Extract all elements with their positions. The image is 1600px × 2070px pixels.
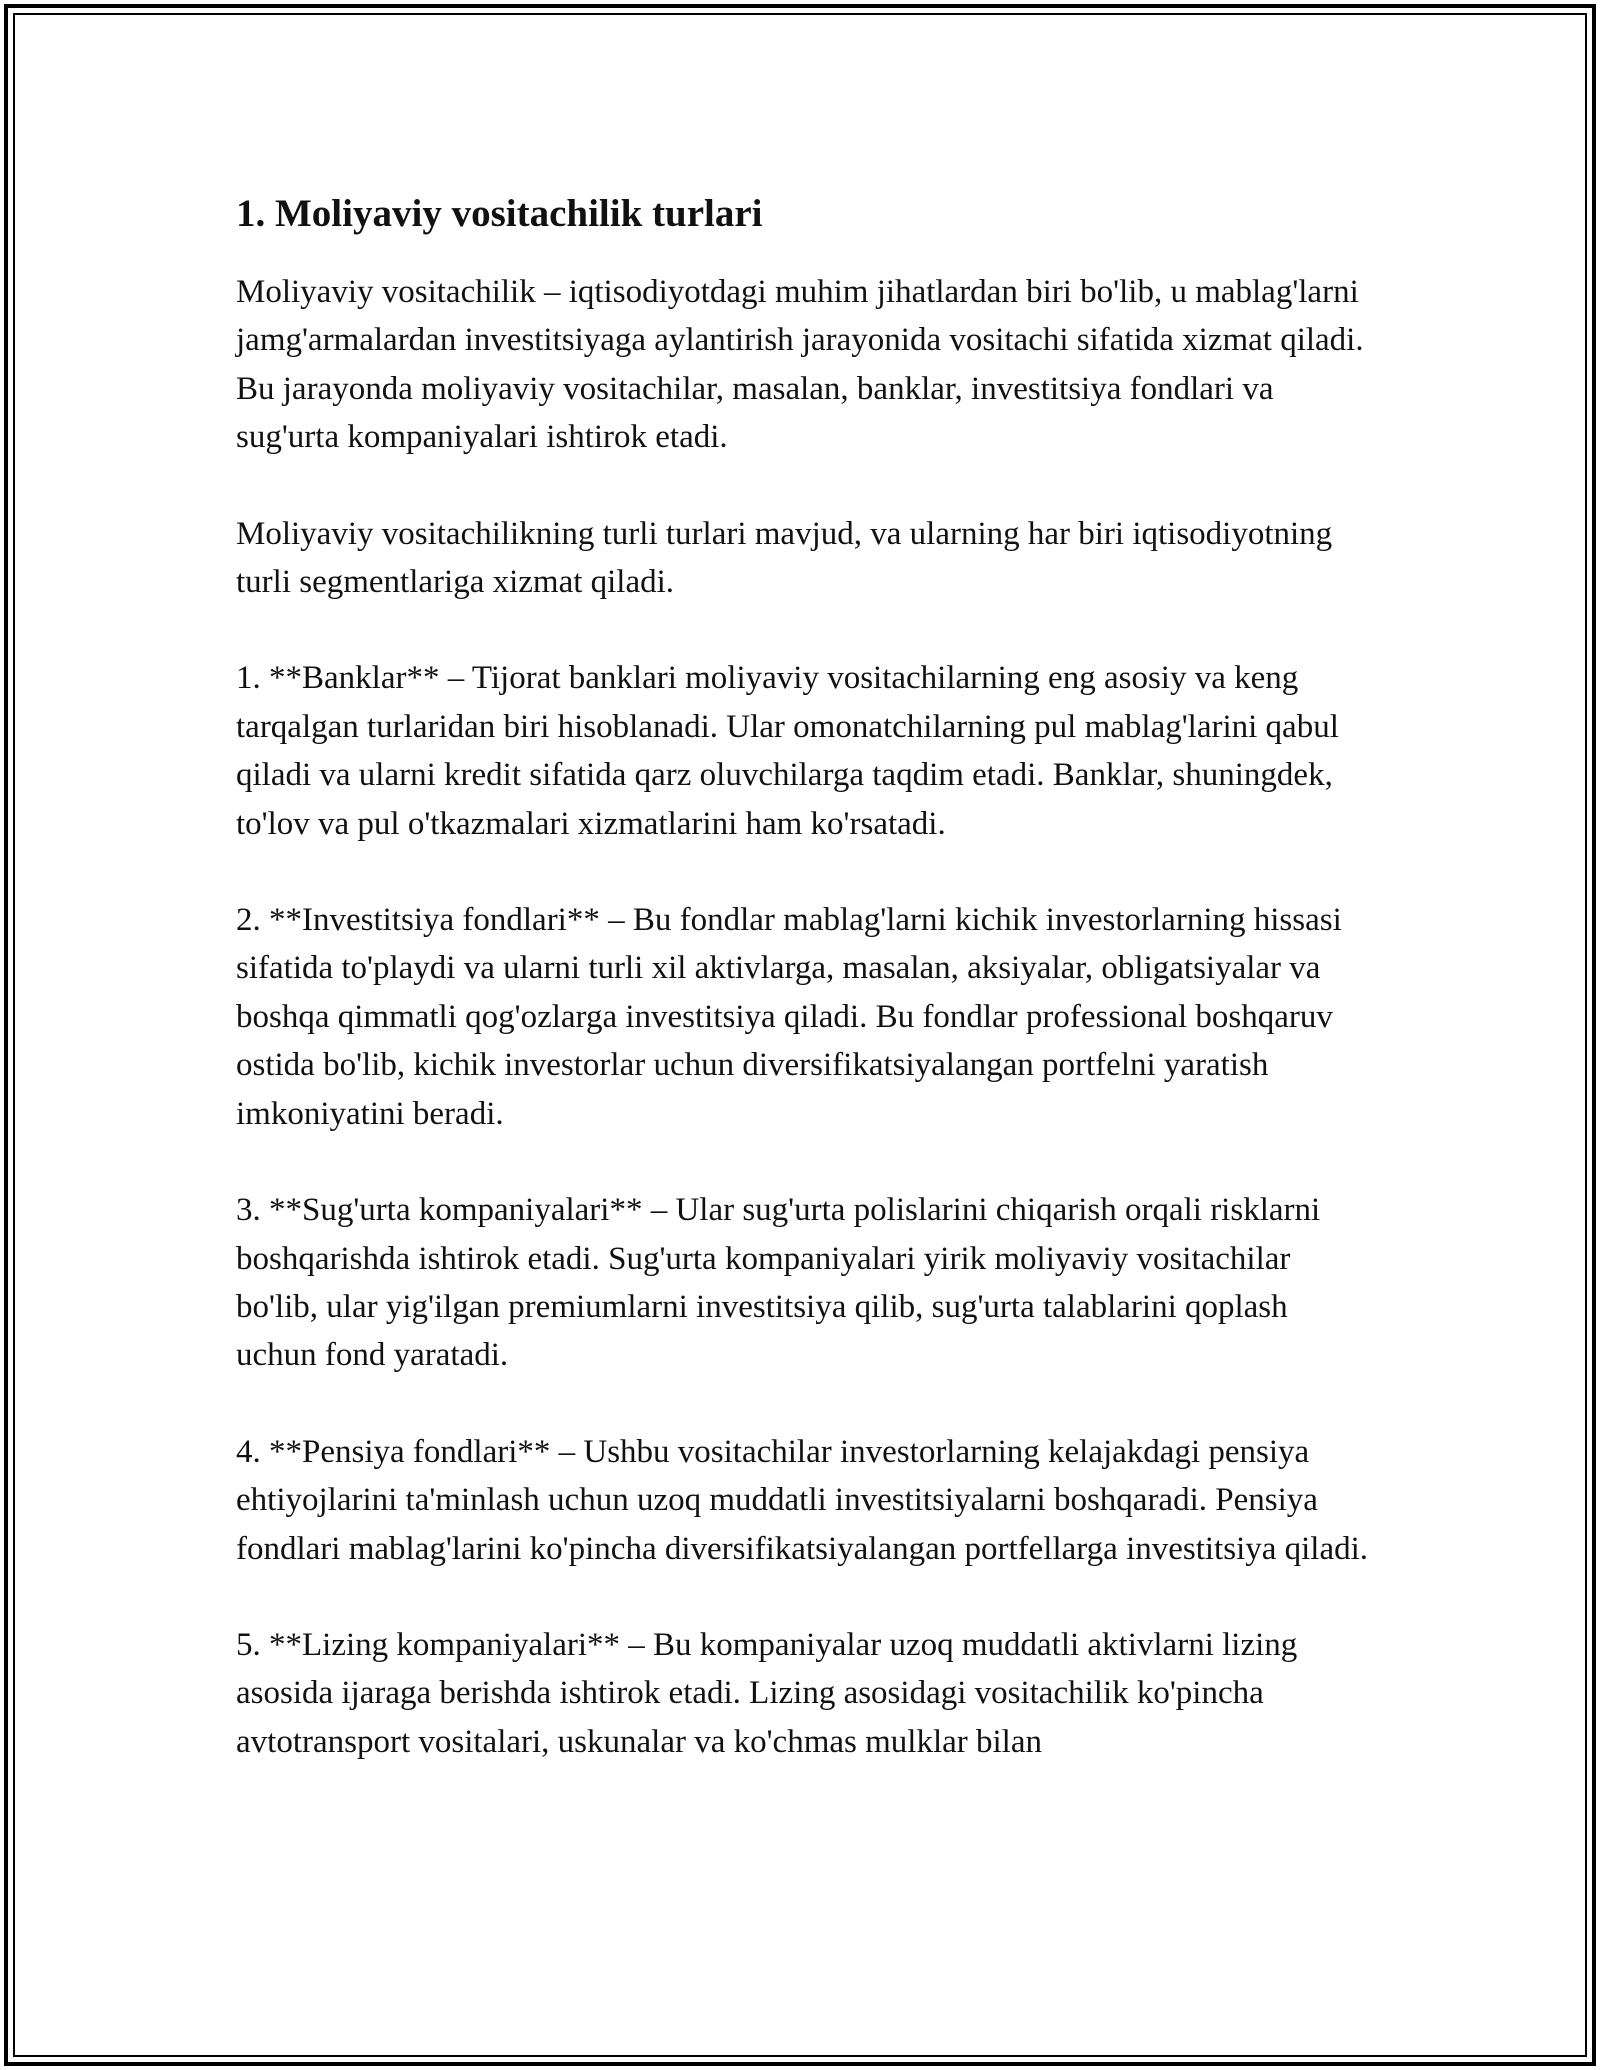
intro-paragraph: Moliyaviy vositachilik – iqtisodiyotdagi muhim jihatlardan biri bo'lib, u mablag'larni jamg'armalardan investitsiyaga aylantirish jarayonida vositachi sifatida xizmat qiladi. Bu jarayonda moliyaviy vositachilar, masalan, banklar, investitsiya fondlari va sug'urta kompaniyalari ishtirok etadi. bbox=[236, 274, 1364, 456]
pension-funds-paragraph: 4. **Pensiya fondlari** – Ushbu vositachilar investorlarning kelajakdagi pensiya ehtiyojlarini ta'minlash uchun uzoq muddatli investitsiyalarni boshqaradi. Pensiya fondlari mablag'larini ko'pincha diversifikatsiyalangan portfellarga investitsiya qiladi. bbox=[236, 1433, 1369, 1567]
document-title: 1. Moliyaviy vositachilik turlari bbox=[236, 192, 763, 235]
insurance-companies-paragraph: 3. **Sug'urta kompaniyalari** – Ular sug'urta polislarini chiqarish orqali risklarni boshqarishda ishtirok etadi. Sug'urta kompaniyalari yirik moliyaviy vositachilar bo'lib, ular yig'ilgan premiumlarni investitsiya qilib, sug'urta talablarini qoplash uchun fond yaratadi. bbox=[236, 1192, 1321, 1374]
document-body bbox=[236, 182, 1376, 1814]
investment-funds-paragraph: 2. **Investitsiya fondlari** – Bu fondlar mablag'larni kichik investorlarning hissasi sifatida to'playdi va ularni turli xil aktivlarga, masalan, aksiyalar, obligatsiyalar va boshqa qimmatli qog'ozlarga investitsiya qiladi. Bu fondlar professional boshqaruv ostida bo'lib, kichik investorlar uchun diversifikatsiyalangan portfelni yaratish imkoniyatini beradi. bbox=[236, 902, 1342, 1132]
banks-paragraph: 1. **Banklar** – Tijorat banklari moliyaviy vositachilarning eng asosiy va keng tarqalgan turlaridan biri hisoblanadi. Ular omonatchilarning pul mablag'larini qabul qiladi va ularni kredit sifatida qarz oluvchilarga taqdim etadi. Banklar, shuningdek, to'lov va pul o'tkazmalari xizmatlarini ham ko'rsatadi. bbox=[236, 660, 1339, 842]
types-overview-paragraph: Moliyaviy vositachilikning turli turlari mavjud, va ularning har biri iqtisodiyotning turli segmentlariga xizmat qiladi. bbox=[236, 515, 1333, 601]
leasing-companies-paragraph: 5. **Lizing kompaniyalari** – Bu kompaniyalar uzoq muddatli aktivlarni lizing asosida ijaraga berishda ishtirok etadi. Lizing asosidagi vositachilik ko'pincha avtotransport vositalari, uskunalar va ko'chmas mulklar bilan bbox=[236, 1626, 1298, 1760]
